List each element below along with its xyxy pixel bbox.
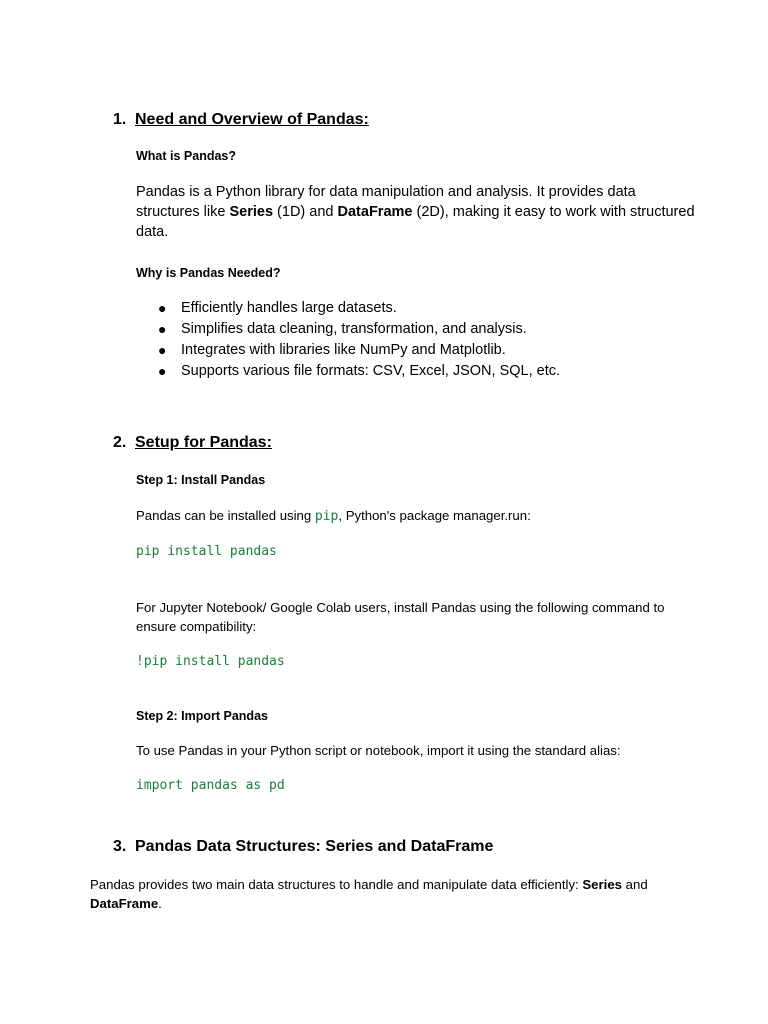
bold-series: Series: [582, 877, 622, 892]
text: (2D), making it easy to work with structured data.: [136, 204, 695, 240]
text: Pandas is a Python library for data manipulation and analysis. It provides data structures like: [136, 184, 636, 220]
step-2-heading: Step 2: Import Pandas: [136, 709, 268, 723]
code-pip-install: pip install pandas: [136, 544, 277, 559]
list-item: [158, 340, 560, 361]
why-pandas-needed-heading: Why is Pandas Needed?: [136, 266, 281, 280]
bold-dataframe: DataFrame: [337, 204, 413, 220]
list-item: [158, 298, 560, 319]
section-1-title: Need and Overview of Pandas:: [135, 111, 369, 128]
section-1-heading: [113, 111, 369, 129]
list-item-text: Integrates with libraries like NumPy and Matplotlib.: [181, 342, 506, 358]
text: and: [622, 877, 648, 892]
section-3-heading: [113, 838, 493, 856]
section-3-title: Pandas Data Structures: Series and DataFrame: [135, 838, 494, 855]
inline-code: pip: [314, 509, 339, 524]
step-2-paragraph: To use Pandas in your Python script or notebook, import it using the standard alias:: [136, 743, 621, 758]
text: Pandas can be installed using: [136, 508, 315, 523]
section-3-paragraph: [90, 875, 690, 913]
list-item-text: Simplifies data cleaning, transformation, and analysis.: [181, 321, 527, 337]
text: .: [158, 896, 162, 911]
text: (1D) and: [273, 204, 338, 220]
why-pandas-list: [158, 298, 560, 382]
text: Pandas provides two main data structures to handle and manipulate data efficiently:: [90, 877, 583, 892]
step-1-paragraph: [136, 506, 696, 526]
list-item: [158, 361, 560, 382]
code-import-pandas: import pandas as pd: [136, 778, 285, 793]
bullet-icon: ●: [158, 363, 167, 379]
bullet-icon: ●: [158, 300, 167, 316]
bold-series: Series: [229, 204, 274, 220]
what-is-pandas-heading: What is Pandas?: [136, 149, 237, 163]
code-jupyter-install: !pip install pandas: [136, 654, 285, 669]
step-1-heading: Step 1: Install Pandas: [136, 473, 266, 487]
what-is-pandas-paragraph: [136, 182, 696, 242]
list-item-text: Supports various file formats: CSV, Excel, JSON, SQL, etc.: [181, 363, 561, 379]
section-1-number: 1.: [113, 111, 127, 128]
section-2-title: Setup for Pandas:: [135, 434, 272, 451]
list-item-text: Efficiently handles large datasets.: [181, 300, 397, 316]
jupyter-paragraph: For Jupyter Notebook/ Google Colab users, install Pandas using the following command to ensure compatibility:: [136, 600, 665, 634]
section-2-number: 2.: [113, 434, 127, 451]
text: , Python's package manager.run:: [338, 508, 531, 523]
section-2-heading: [113, 434, 272, 452]
bullet-icon: ●: [158, 342, 167, 358]
section-3-number: 3.: [113, 838, 127, 855]
bold-dataframe: DataFrame: [90, 896, 159, 911]
list-item: [158, 319, 560, 340]
bullet-icon: ●: [158, 321, 167, 337]
